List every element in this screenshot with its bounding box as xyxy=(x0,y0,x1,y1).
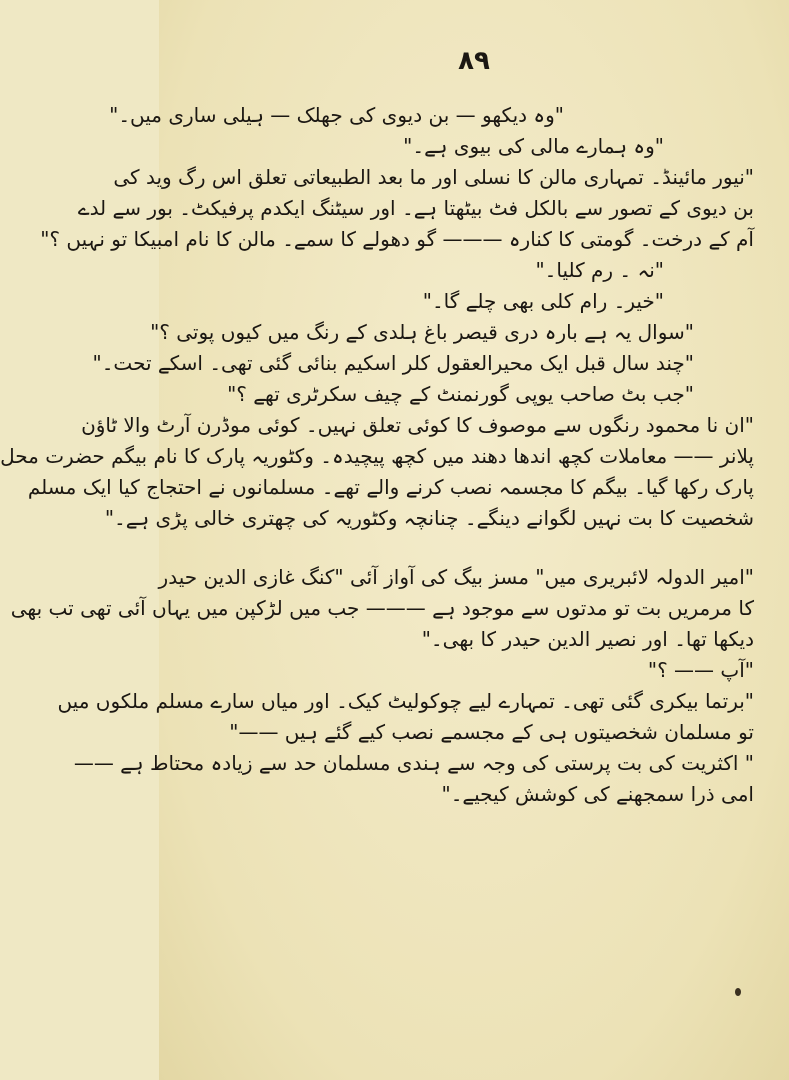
text-line: "جب بٹ صاحب یوپی گورنمنٹ کے چیف سکرٹری تھے ؟" xyxy=(227,382,694,406)
text-line: "امیر الدولہ لائبریری میں" مسز بیگ کی آواز آئی "کنگ غازی الدین حیدر xyxy=(158,565,754,589)
text-line: "نہ ۔ رم کلیا۔" xyxy=(535,258,664,282)
paragraph-gap xyxy=(199,534,754,562)
text-line: "ان نا محمود رنگوں سے موصوف کا کوئی تعلق نہیں۔ کوئی موڈرن آرٹ والا ٹاؤن xyxy=(81,413,754,437)
text-line: "خیر۔ رام کلی بھی چلے گا۔" xyxy=(422,289,664,313)
text-line: " اکثریت کی بت پرستی کی وجہ سے ہندی مسلمان حد سے زیادہ محتاط ہے —— xyxy=(73,751,754,775)
text-line: "برتما بیکری گئی تھی۔ تمہارے لیے چوکولیٹ کیک۔ اور میاں سارے مسلم ملکوں میں xyxy=(57,689,754,713)
text-line: آم کے درخت۔ گومتی کا کنارہ ——— گو دھولے کا سمے۔ مالن کا نام امبیکا تو نہیں ؟" xyxy=(40,227,754,251)
text-line: "آپ —— ؟" xyxy=(647,658,754,682)
paper-speck xyxy=(735,988,741,996)
text-line: تو مسلمان شخصیتوں ہی کے مجسمے نصب کیے گئے ہیں ——" xyxy=(229,720,754,744)
text-line: دیکھا تھا۔ اور نصیر الدین حیدر کا بھی۔" xyxy=(421,627,754,651)
page-number: ۸۹ xyxy=(458,46,490,76)
text-line: کا مرمریں بت تو مدتوں سے موجود ہے ——— جب میں لڑکپن میں یہاں آئی تھی تب بھی xyxy=(10,596,754,620)
text-line: "سوال یہ ہے بارہ دری قیصر باغ ہلدی کے رنگ میں کیوں پوتی ؟" xyxy=(150,320,694,344)
text-line: امی ذرا سمجھنے کی کوشش کیجیے۔" xyxy=(441,782,754,806)
text-line: "وہ دیکھو — بن دیوی کی جھلک — ہیلی ساری میں۔" xyxy=(109,103,564,127)
body-text xyxy=(0,100,754,810)
text-line: "چند سال قبل ایک محیرالعقول کلر اسکیم بنائی گئی تھی۔ اسکے تحت۔" xyxy=(92,351,694,375)
text-line: پلانر —— معاملات کچھ اندھا دھند میں کچھ پیچیدہ۔ وکٹوریہ پارک کا نام بیگم حضرت محل xyxy=(0,444,754,468)
text-line: بن دیوی کے تصور سے بالکل فٹ بیٹھتا ہے۔ اور سیٹنگ ایکدم پرفیکٹ۔ بور سے لدے xyxy=(77,196,754,220)
text-line: "نیور مائینڈ۔ تمہاری مالن کا نسلی اور ما بعد الطبیعاتی تعلق اس رگ وید کی xyxy=(113,165,754,189)
text-line: "وہ ہمارے مالی کی بیوی ہے۔" xyxy=(403,134,664,158)
text-line: شخصیت کا بت نہیں لگوانے دینگے۔ چنانچہ وکٹوریہ کی چھتری خالی پڑی ہے۔" xyxy=(104,506,754,530)
text-line: پارک رکھا گیا۔ بیگم کا مجسمہ نصب کرنے والے تھے۔ مسلمانوں نے احتجاج کیا ایک مسلم xyxy=(27,475,754,499)
